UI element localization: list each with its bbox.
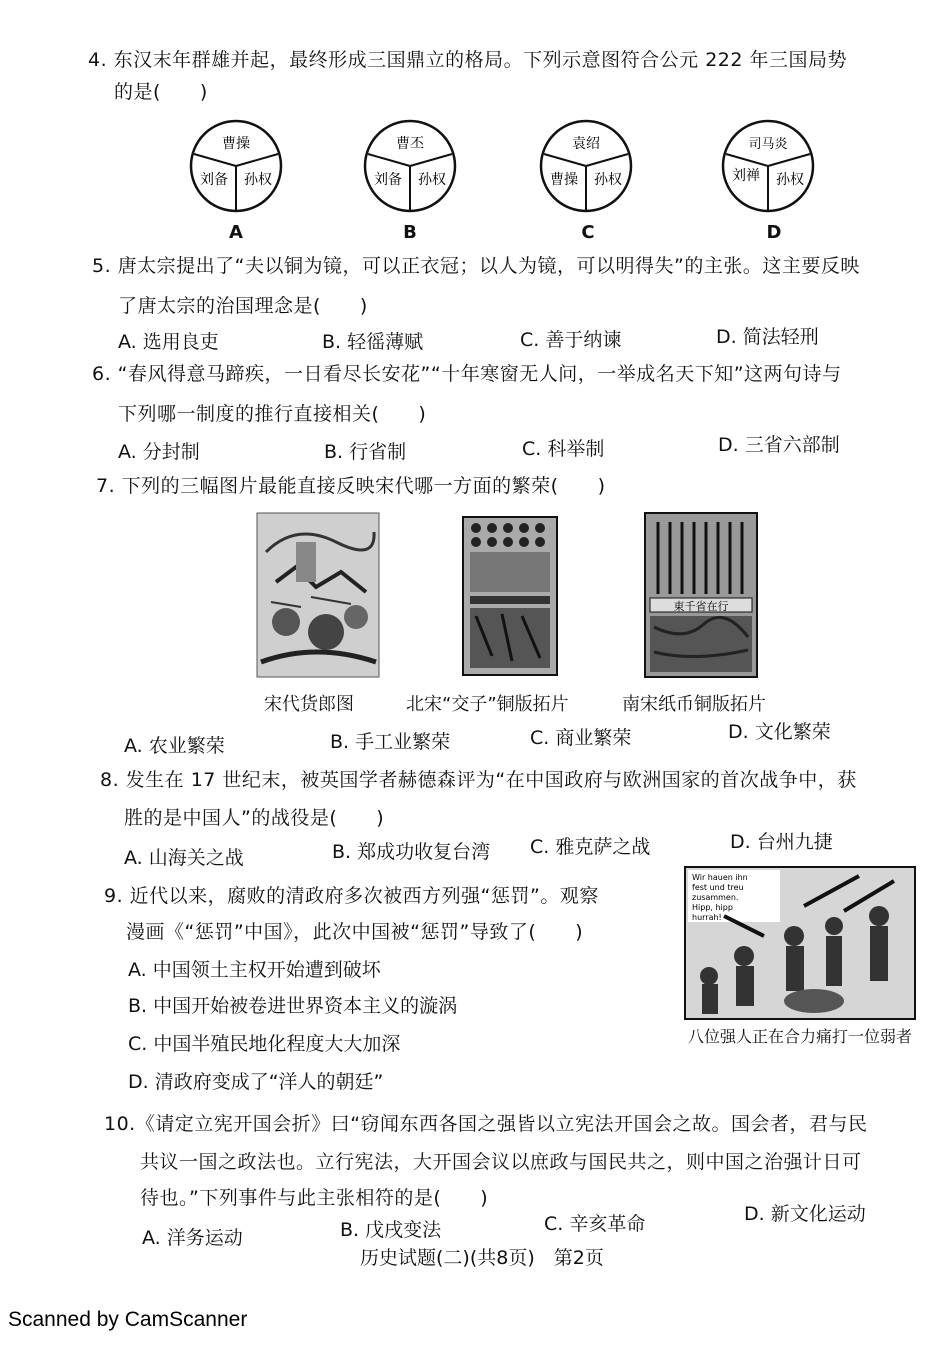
q10-stem-line2: 共议一国之政法也。立行宪法，大开国会议以庶政与国民共之，则中国之治强计日可 xyxy=(140,1151,862,1173)
q7-stem-line1: 7. 下列的三幅图片最能直接反映宋代哪一方面的繁荣( ) xyxy=(96,475,606,497)
pie-a-right-label: 孙权 xyxy=(244,172,272,188)
pie-c-letter: C xyxy=(581,222,595,243)
q8-stem-line2: 胜的是中国人”的战役是( ) xyxy=(124,807,385,829)
q9-option-a: A. 中国领土主权开始遭到破坏 xyxy=(128,959,381,981)
page-footer: 历史试题(二)(共8页) 第2页 xyxy=(360,1247,604,1269)
pie-diagram-d xyxy=(720,118,816,214)
paper-money-stamp-text: 東千省在行 xyxy=(673,600,729,613)
pie-diagram-b xyxy=(362,118,458,214)
pie-b-letter: B xyxy=(403,222,417,243)
q10-option-d: D. 新文化运动 xyxy=(744,1203,866,1225)
q7-caption-2: 北宋“交子”铜版拓片 xyxy=(406,694,569,715)
pie-a-left-label: 刘备 xyxy=(200,172,228,188)
q5-option-a: A. 选用良吏 xyxy=(118,331,219,353)
q10-option-b: B. 戊戌变法 xyxy=(340,1219,442,1241)
q8-option-c: C. 雅克萨之战 xyxy=(530,836,651,858)
q6-stem-line1: 6. “春风得意马蹄疾，一日看尽长安花”“十年寒窗无人问，一举成名天下知”这两句诗与 xyxy=(92,363,842,385)
pie-d-right-label: 孙权 xyxy=(776,172,804,188)
q5-option-c: C. 善于纳谏 xyxy=(520,329,622,351)
q7-option-d: D. 文化繁荣 xyxy=(728,721,831,743)
q10-stem-line3: 待也。”下列事件与此主张相符的是( ) xyxy=(140,1187,489,1209)
q5-stem-line2: 了唐太宗的治国理念是( ) xyxy=(118,295,368,317)
q8-stem-line1: 8. 发生在 17 世纪末，被英国学者赫德森评为“在中国政府与欧洲国家的首次战争中，获 xyxy=(100,769,857,791)
q7-option-b: B. 手工业繁荣 xyxy=(330,731,451,753)
q6-option-b: B. 行省制 xyxy=(324,441,407,463)
pie-a-top-label: 曹操 xyxy=(222,136,250,152)
cartoon-text-4: Hipp, hipp xyxy=(692,903,733,912)
q5-option-b: B. 轻徭薄赋 xyxy=(322,331,424,353)
q7-caption-1: 宋代货郎图 xyxy=(264,694,354,715)
q4-stem-line1: 4. 东汉末年群雄并起，最终形成三国鼎立的格局。下列示意图符合公元 222 年三国局势 xyxy=(88,49,848,71)
pie-d-top-label: 司马炎 xyxy=(748,137,788,152)
pie-c-left-label: 曹操 xyxy=(550,172,578,188)
q9-option-b: B. 中国开始被卷进世界资本主义的漩涡 xyxy=(128,995,458,1017)
cartoon-text-5: hurrah! xyxy=(692,913,722,922)
q6-stem-line2: 下列哪一制度的推行直接相关( ) xyxy=(118,403,427,425)
pie-diagram-c xyxy=(538,118,634,214)
q7-caption-3: 南宋纸币铜版拓片 xyxy=(622,694,766,715)
q10-option-c: C. 辛亥革命 xyxy=(544,1213,646,1235)
q6-option-c: C. 科举制 xyxy=(522,438,605,460)
pie-diagram-a xyxy=(188,118,284,214)
pie-b-top-label: 曹丕 xyxy=(396,136,424,152)
q7-option-a: A. 农业繁荣 xyxy=(124,735,225,757)
pie-c-right-label: 孙权 xyxy=(594,172,622,188)
cartoon-text-1: Wir hauen ihn xyxy=(692,873,748,882)
q6-option-d: D. 三省六部制 xyxy=(718,434,840,456)
cartoon-text-3: zusammen. xyxy=(692,893,739,902)
pie-b-right-label: 孙权 xyxy=(418,172,446,188)
cartoon-text-2: fest und treu xyxy=(692,883,744,892)
q8-option-a: A. 山海关之战 xyxy=(124,847,244,869)
southern-song-paper-money-rubbing-image xyxy=(644,512,758,678)
q6-option-a: A. 分封制 xyxy=(118,441,200,463)
q8-option-b: B. 郑成功收复台湾 xyxy=(332,841,491,863)
song-peddler-painting-image xyxy=(256,512,380,678)
q9-stem-line1: 9. 近代以来，腐败的清政府多次被西方列强“惩罚”。观察 xyxy=(104,885,599,907)
pie-d-left-label: 刘禅 xyxy=(732,168,760,184)
pie-d-letter: D xyxy=(766,222,782,243)
pie-b-left-label: 刘备 xyxy=(374,172,402,188)
q4-stem-line2: 的是( ) xyxy=(114,81,208,103)
q9-option-d: D. 清政府变成了“洋人的朝廷” xyxy=(128,1071,384,1093)
q8-option-d: D. 台州九捷 xyxy=(730,831,833,853)
cartoon-caption: 八位强人正在合力痛打一位弱者 xyxy=(688,1027,913,1046)
northern-song-jiaozi-rubbing-image xyxy=(462,516,558,676)
q9-stem-line2: 漫画《“惩罚”中国》，此次中国被“惩罚”导致了( ) xyxy=(126,921,584,943)
pie-c-top-label: 袁绍 xyxy=(572,136,600,152)
q5-stem-line1: 5. 唐太宗提出了“夫以铜为镜，可以正衣冠；以人为镜，可以明得失”的主张。这主要反映 xyxy=(92,255,860,277)
punishing-china-cartoon-image xyxy=(684,866,916,1020)
scanner-watermark: Scanned by CamScanner xyxy=(8,1308,248,1331)
q7-option-c: C. 商业繁荣 xyxy=(530,727,632,749)
q5-option-d: D. 简法轻刑 xyxy=(716,326,819,348)
pie-a-letter: A xyxy=(229,222,243,243)
q10-stem-line1: 10.《请定立宪开国会折》曰“窃闻东西各国之强皆以立宪法开国会之故。国会者，君与民 xyxy=(104,1113,868,1135)
q10-option-a: A. 洋务运动 xyxy=(142,1227,243,1249)
q9-option-c: C. 中国半殖民地化程度大大加深 xyxy=(128,1033,401,1055)
